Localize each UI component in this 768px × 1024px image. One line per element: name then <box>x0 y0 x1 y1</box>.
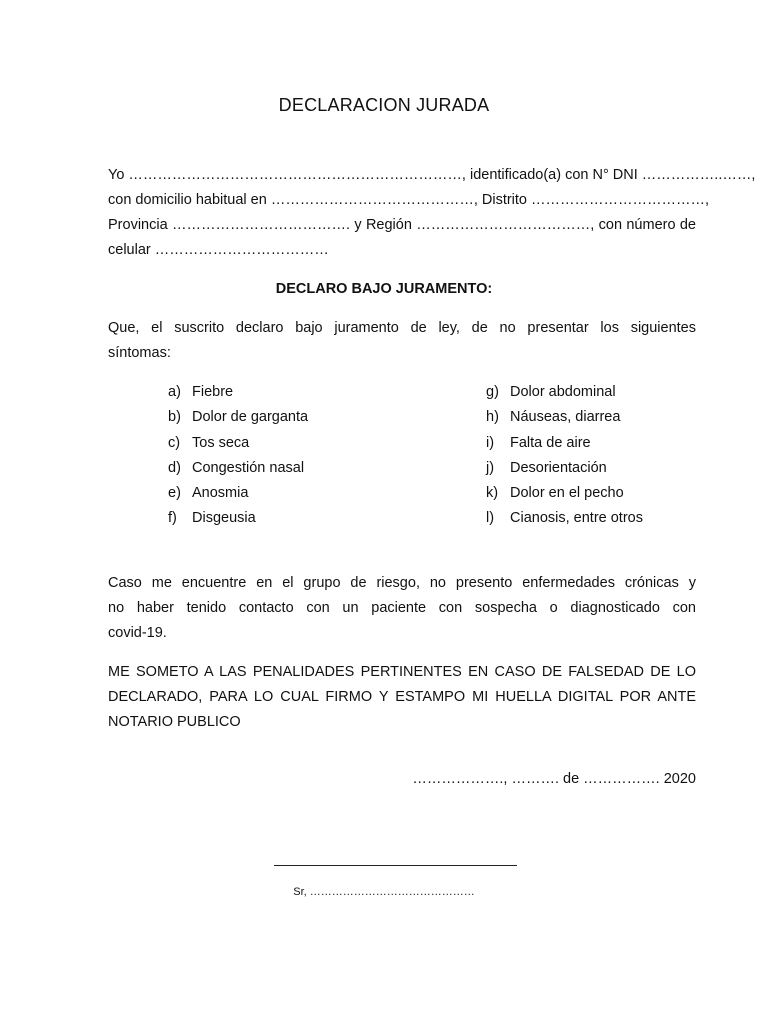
declaration-paragraph <box>108 316 696 366</box>
symptom-letter: e) <box>168 485 181 502</box>
symptom-text: Anosmia <box>192 485 249 502</box>
declaro-heading: DECLARO BAJO JURAMENTO: <box>275 281 493 297</box>
symptom-text: Cianosis, entre otros <box>510 510 643 527</box>
symptom-letter: k) <box>486 485 499 502</box>
symptom-item <box>486 431 643 456</box>
symptom-item <box>168 506 308 531</box>
symptom-text: Tos seca <box>192 434 250 451</box>
symptom-letter: d) <box>168 459 181 476</box>
identification-line-1: Yo ……………………………………………………………, identificado(a) con N° DNI ……………..……, <box>108 167 756 183</box>
symptom-text: Desorientación <box>510 459 607 476</box>
symptom-letter: a) <box>168 384 181 400</box>
date-line: ………………., ………. de ……………. 2020 <box>412 771 696 787</box>
document-title: DECLARACION JURADA <box>278 95 490 115</box>
risk-group-paragraph <box>108 571 696 646</box>
penalties-paragraph <box>108 660 696 735</box>
symptom-text: Falta de aire <box>510 434 591 451</box>
symptom-text: Dolor de garganta <box>192 409 309 426</box>
symptom-letter: b) <box>168 409 181 426</box>
symptom-item <box>486 506 643 531</box>
symptom-item <box>168 431 308 456</box>
symptom-item <box>486 380 643 405</box>
identification-line-4: celular ……………………………… <box>108 242 329 258</box>
penalties-line-2: DECLARADO, PARA LO CUAL FIRMO Y ESTAMPO MI HUELLA DIGITAL POR ANTE <box>108 689 696 705</box>
symptom-letter: g) <box>486 384 499 400</box>
symptom-letter: f) <box>168 510 177 527</box>
symptom-letter: j) <box>486 459 495 476</box>
symptom-text: Disgeusia <box>192 510 256 527</box>
risk-group-line-3: covid-19. <box>108 625 167 641</box>
symptom-text: Náuseas, diarrea <box>510 409 621 426</box>
symptom-text: Dolor abdominal <box>510 384 616 400</box>
identification-line-3: Provincia ………………………………. y Región ………………………………, con número de <box>108 217 696 233</box>
signature-label: Sr, ……………………………………… <box>293 886 475 898</box>
symptom-letter: l) <box>486 510 495 527</box>
risk-group-line-2: no haber tenido contacto con un paciente con sospecha o diagnosticado con <box>108 600 696 616</box>
symptom-item <box>168 456 308 481</box>
penalties-line-1: ME SOMETO A LAS PENALIDADES PERTINENTES EN CASO DE FALSEDAD DE LO <box>108 664 696 680</box>
symptom-letter: i) <box>486 434 495 451</box>
penalties-line-3: NOTARIO PUBLICO <box>108 714 241 730</box>
declaration-line-2: síntomas: <box>108 345 171 361</box>
symptom-item <box>486 481 643 506</box>
symptom-letter: c) <box>168 434 181 451</box>
symptom-text: Dolor en el pecho <box>510 485 624 502</box>
symptoms-column-left <box>168 380 308 532</box>
symptom-text: Fiebre <box>192 384 234 400</box>
symptom-item <box>168 405 308 430</box>
symptom-item <box>486 405 643 430</box>
signature-line <box>274 865 517 866</box>
symptom-item <box>168 481 308 506</box>
symptom-letter: h) <box>486 409 499 426</box>
symptom-item <box>486 456 643 481</box>
identification-line-2: con domicilio habitual en ……………………………………, Distrito ………………………………, <box>108 192 710 208</box>
symptom-text: Congestión nasal <box>192 459 305 476</box>
declaration-line-1: Que, el suscrito declaro bajo juramento de ley, de no presentar los siguientes <box>108 320 696 336</box>
symptoms-list <box>0 380 768 540</box>
identification-paragraph <box>108 163 756 263</box>
symptom-item <box>168 380 308 405</box>
symptoms-column-right <box>486 380 643 532</box>
risk-group-line-1: Caso me encuentre en el grupo de riesgo, no presento enfermedades crónicas y <box>108 575 696 591</box>
